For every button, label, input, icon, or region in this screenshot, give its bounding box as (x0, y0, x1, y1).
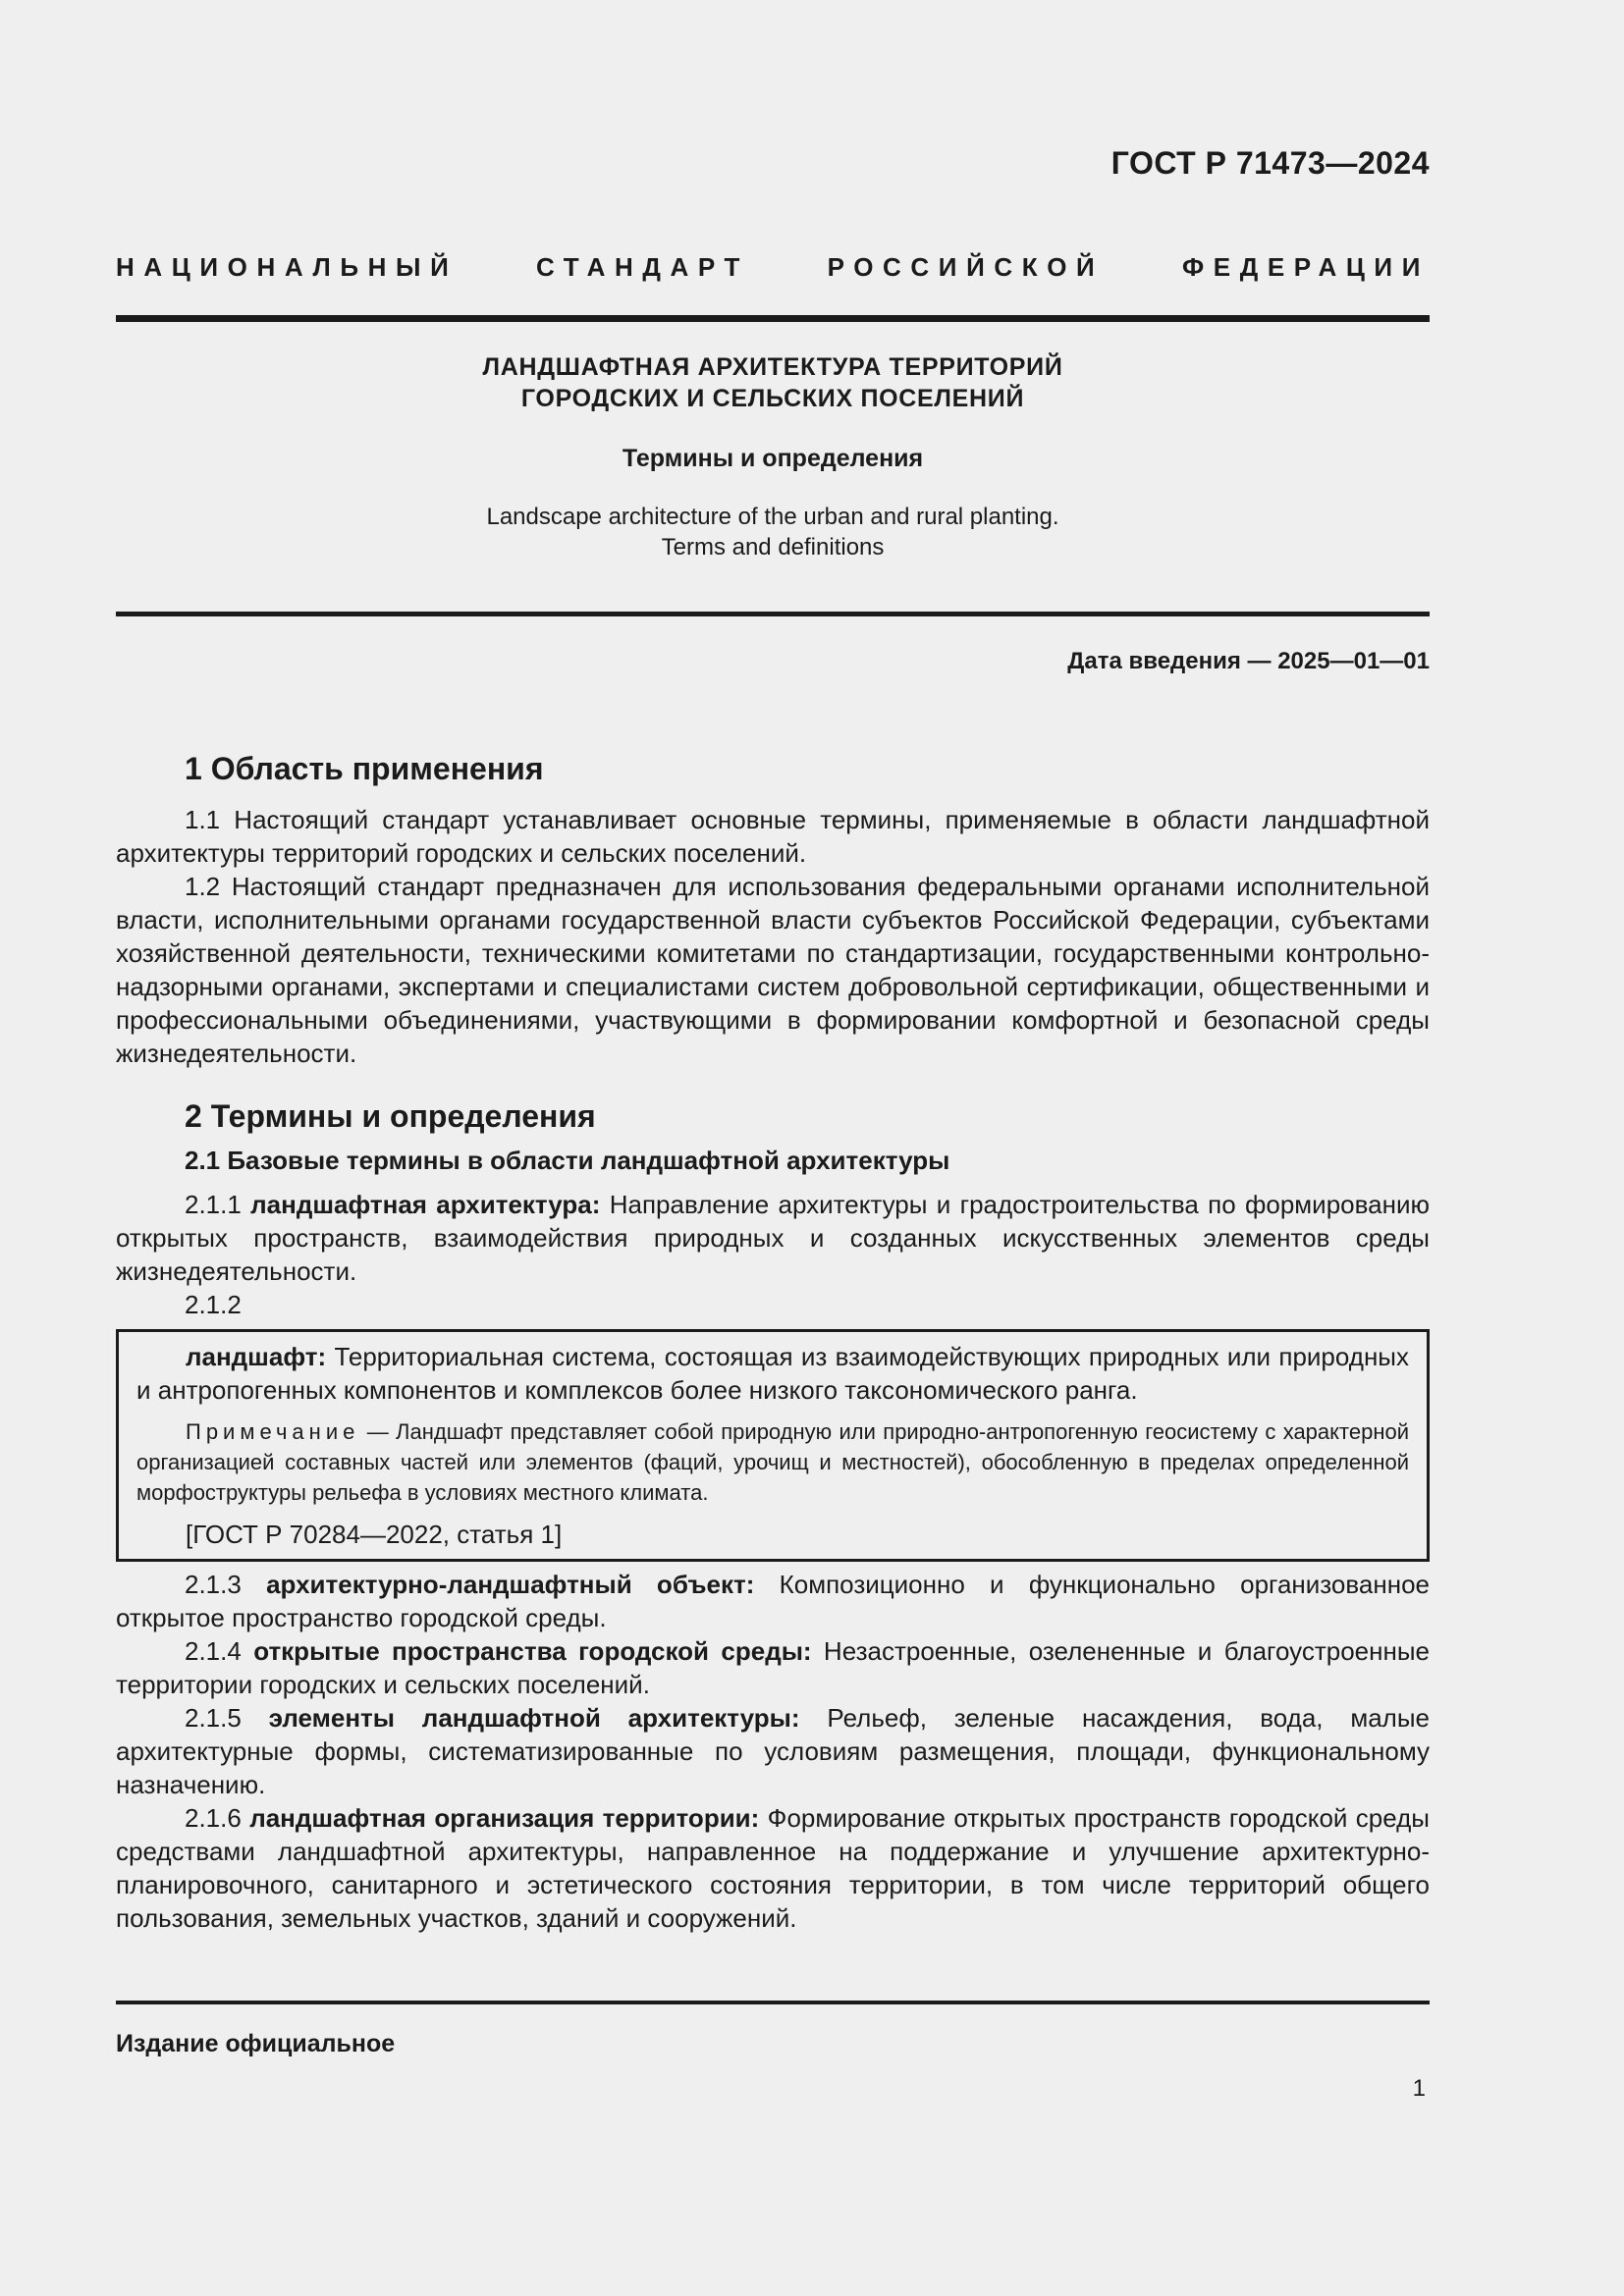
page-number: 1 (1412, 2075, 1426, 2102)
header-rule-bottom (116, 612, 1430, 616)
term-2-1-2-number: 2.1.2 (185, 1290, 242, 1319)
footer-rule (116, 2001, 1430, 2004)
official-edition-label: Издание официальное (116, 2030, 396, 2057)
term-definition: Направление архитектуры и градостроительства по формированию открытых пространств, взаимодействия природных и созданных искусственных элементов среды жизнедеятельности. (116, 1190, 1430, 1286)
english-title (116, 502, 1430, 562)
term-number: 2.1.6 (185, 1803, 250, 1833)
section-2-heading: 2 Термины и определения (185, 1098, 596, 1134)
clause-1-1: 1.1 Настоящий стандарт устанавливает основные термины, применяемые в области ландшафтной архитектуры территорий городских и сельских поселений. (116, 805, 1430, 868)
term-2-1-6 (116, 1801, 1430, 1935)
english-title-line-1: Landscape architecture of the urban and rural planting. (486, 504, 1059, 530)
clause-1-2: 1.2 Настоящий стандарт предназначен для использования федеральными органами исполнительной власти, исполнительными органами государственной власти субъектов Российской Федерации, субъектами хозяйственной деятельности, техническими комитетами по стандартизации, государственными контрольно-надзорными органами, экспертами и специалистами систем добровольной сертификации, общественными и профессиональными объединениями, участвующими в формировании комфортной и безопасной среды жизнедеятельности. (116, 872, 1430, 1068)
term-definition: Незастроенные, озелененные и благоустроенные территории городских и сельских поселений. (116, 1636, 1430, 1699)
term-name: элементы ландшафтной архитектуры: (268, 1703, 800, 1733)
national-standard-banner: НАЦИОНАЛЬНЫЙ СТАНДАРТ РОССИЙСКОЙ ФЕДЕРАЦИИ (116, 252, 1430, 282)
term-number: 2.1.1 (185, 1190, 251, 1219)
term-2-1-3 (116, 1568, 1430, 1634)
standard-code: ГОСТ Р 71473—2024 (1110, 145, 1430, 181)
term-definition: Рельеф, зеленые насаждения, вода, малые архитектурные формы, систематизированные по условиям размещения, площади, функциональному назначению. (116, 1703, 1430, 1799)
term-number: 2.1.3 (185, 1570, 267, 1599)
term-2-1-1 (116, 1188, 1430, 1288)
introduction-date: Дата введения — 2025—01—01 (1067, 648, 1430, 674)
subsection-2-1-heading: 2.1 Базовые термины в области ландшафтной архитектуры (185, 1146, 950, 1175)
note-label: Примечание (186, 1419, 360, 1444)
term-number: 2.1.5 (185, 1703, 269, 1733)
english-title-line-2: Terms and definitions (661, 534, 885, 561)
document-body (116, 746, 1430, 1935)
header-rule-top (116, 315, 1430, 322)
term-name: ландшафтная организация территории: (249, 1803, 760, 1833)
term-2-1-5 (116, 1701, 1430, 1801)
term-2-1-2-box (116, 1329, 1430, 1562)
term-2-1-4 (116, 1634, 1430, 1701)
term-source-reference: [ГОСТ Р 70284—2022, статья 1] (186, 1520, 563, 1549)
term-definition: Территориальная система, состоящая из взаимодействующих природных или природных и антропогенных компонентов и комплексов более низкого таксономического ранга. (136, 1342, 1409, 1405)
title-line-1: ЛАНДШАФТНАЯ АРХИТЕКТУРА ТЕРРИТОРИЙ (482, 353, 1063, 381)
document-title (116, 351, 1430, 414)
term-2-1-2 (136, 1340, 1409, 1407)
document-page (116, 0, 1430, 2296)
term-name: архитектурно-ландшафтный объект: (266, 1570, 755, 1599)
term-name: ландшафт: (186, 1342, 327, 1371)
section-1-heading: 1 Область применения (185, 751, 544, 786)
term-definition: Композиционно и функционально организованное открытое пространство городской среды. (116, 1570, 1430, 1632)
title-line-2: ГОРОДСКИХ И СЕЛЬСКИХ ПОСЕЛЕНИЙ (520, 385, 1025, 412)
term-number: 2.1.4 (185, 1636, 254, 1666)
term-definition: Формирование открытых пространств городской среды средствами ландшафтной архитектуры, направленное на поддержание и улучшение архитектурно-планировочного, санитарного и эстетического состояния территории, в том числе территорий общего пользования, земельных участков, зданий и сооружений. (116, 1803, 1430, 1933)
note-text: — Ландшафт представляет собой природную или природно-антропогенную геосистему с характерной организацией составных частей или элементов (фаций, урочищ и местностей), обособленную в пределах определенной морфоструктуры рельефа в условиях местного климата. (136, 1419, 1409, 1505)
term-note (136, 1416, 1409, 1508)
term-name: ландшафтная архитектура: (250, 1190, 601, 1219)
title-block (116, 351, 1430, 562)
term-name: открытые пространства городской среды: (253, 1636, 812, 1666)
document-subtitle: Термины и определения (622, 445, 924, 472)
